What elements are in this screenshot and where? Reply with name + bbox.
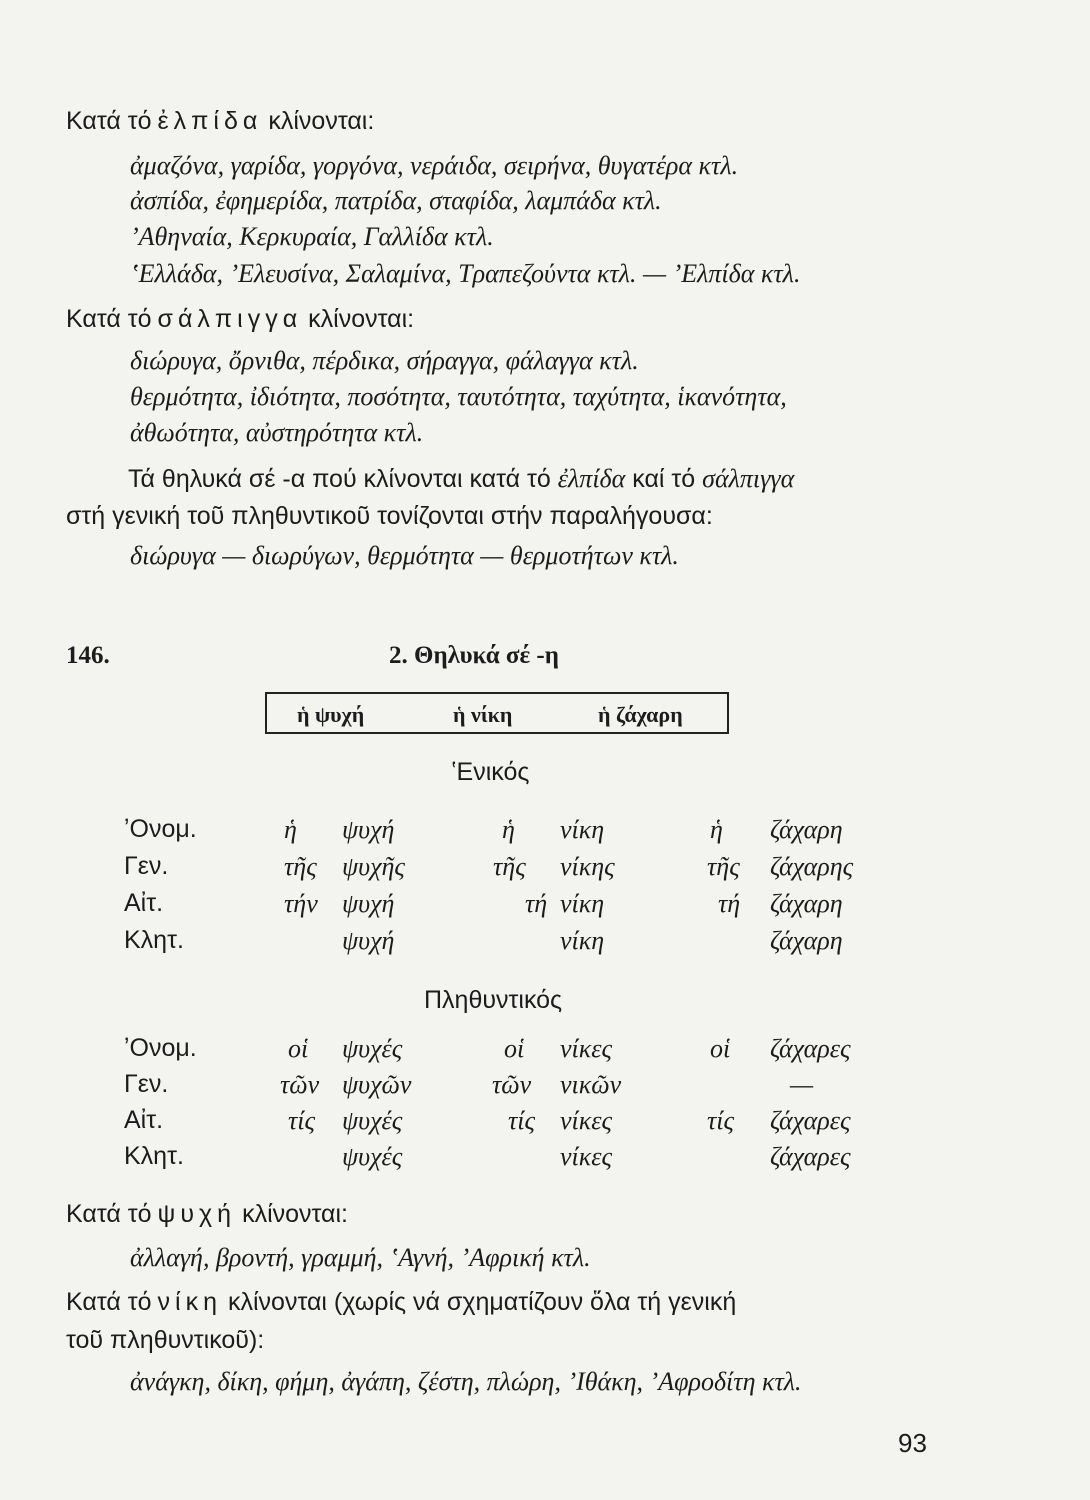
example-line: ʽΕλλάδα, ʼΕλευσίνα, Σαλαμίνα, Τραπεζούντα κτλ. — ʼΕλπίδα κτλ. <box>130 259 801 288</box>
article: οἱ <box>288 1034 309 1063</box>
article: τῆς <box>284 852 317 881</box>
heading-keyword: σάλπιγγα <box>157 305 303 333</box>
section-number: 146. <box>66 642 110 669</box>
noun-form: νίκη <box>560 815 605 844</box>
missing-form-dash: — <box>790 1070 814 1099</box>
box-item: ἡ ζάχαρη <box>598 702 683 727</box>
example-line: θερμότητα, ἰδιότητα, ποσότητα, ταυτότητα, ταχύτητα, ἱκανότητα, <box>130 382 787 411</box>
article: τίς <box>288 1106 316 1135</box>
article: ἡ <box>710 815 723 844</box>
noun-form: νίκης <box>560 852 615 881</box>
rule-text: καί τό <box>632 465 696 493</box>
noun-form: ζάχαρες <box>770 1106 851 1135</box>
noun-form: νίκη <box>560 889 605 918</box>
case-label: ʼΟνομ. <box>124 1034 197 1062</box>
rule-line: στή γενική τοῦ πληθυντικοῦ τονίζονται στήν παραλήγουσα: <box>66 502 713 530</box>
article: τίς <box>707 1106 735 1135</box>
noun-form: ψυχή <box>342 926 395 955</box>
heading-suffix: κλίνονται: <box>308 305 415 333</box>
case-label: ʼΟνομ. <box>124 815 197 843</box>
noun-form: ζάχαρη <box>770 815 843 844</box>
rule-line <box>128 464 794 494</box>
heading-prefix: Κατά τό <box>66 305 152 333</box>
noun-form: ψυχή <box>342 889 395 918</box>
article: ἡ <box>502 815 515 844</box>
example-line: ἀμαζόνα, γαρίδα, γοργόνα, νεράιδα, σειρήνα, θυγατέρα κτλ. <box>130 151 739 180</box>
article: οἱ <box>504 1034 525 1063</box>
heading-prefix: Κατά τό <box>66 1288 152 1316</box>
article: τῆς <box>493 852 526 881</box>
noun-form: ψυχῶν <box>342 1070 412 1099</box>
noun-form: ζάχαρης <box>770 852 854 881</box>
rule-example-line: διώρυγα — διωρύγων, θερμότητα — θερμοτήτων κτλ. <box>130 541 679 570</box>
article: τή <box>525 889 548 918</box>
noun-form: νίκες <box>560 1142 613 1171</box>
heading-suffix: κλίνονται (χωρίς νά σχηματίζουν ὅλα τή γενική <box>228 1288 737 1316</box>
noun-form: ψυχές <box>342 1106 403 1135</box>
heading-prefix: Κατά τό <box>66 107 152 135</box>
rule-text: Τά θηλυκά σέ -α πού κλίνονται κατά τό <box>128 465 551 493</box>
example-line: ἀθωότητα, αὐστηρότητα κτλ. <box>130 418 424 447</box>
heading-keyword: νίκη <box>157 1288 222 1316</box>
example-box <box>265 692 729 734</box>
heading-suffix: κλίνονται: <box>268 107 375 135</box>
article: τῆς <box>707 852 740 881</box>
noun-form: ζάχαρη <box>770 926 843 955</box>
salpinga-heading <box>66 305 414 334</box>
article: τῶν <box>280 1070 320 1099</box>
page-number: 93 <box>898 1428 927 1458</box>
article: τή <box>718 889 741 918</box>
article: τίς <box>508 1106 536 1135</box>
box-item: ἡ ψυχή <box>297 702 365 727</box>
case-label: Αἰτ. <box>124 889 164 917</box>
case-label: Γεν. <box>124 1070 169 1098</box>
box-item: ἡ νίκη <box>453 702 513 727</box>
rule-example: ἐλπίδα <box>557 464 626 493</box>
singular-heading: ʽΕνικός <box>451 758 530 786</box>
psychi-heading <box>66 1200 348 1229</box>
heading-continuation: τοῦ πληθυντικοῦ): <box>66 1326 265 1354</box>
article: τῶν <box>492 1070 532 1099</box>
case-label: Κλητ. <box>124 926 184 954</box>
example-line: ʼΑθηναία, Κερκυραία, Γαλλίδα κτλ. <box>130 222 494 251</box>
noun-form: νίκη <box>560 926 605 955</box>
noun-form: νικῶν <box>560 1070 622 1099</box>
example-line: διώρυγα, ὄρνιθα, πέρδικα, σήραγγα, φάλαγγα κτλ. <box>130 346 639 375</box>
noun-form: ψυχές <box>342 1142 403 1171</box>
noun-form: ζάχαρες <box>770 1142 851 1171</box>
noun-form: ψυχῆς <box>342 852 405 881</box>
case-label: Κλητ. <box>124 1142 184 1170</box>
noun-form: νίκες <box>560 1106 613 1135</box>
plural-heading: Πληθυντικός <box>424 986 563 1014</box>
heading-prefix: Κατά τό <box>66 1200 152 1228</box>
elpida-heading <box>66 107 374 136</box>
noun-form: ζάχαρη <box>770 889 843 918</box>
heading-keyword: ψυχή <box>157 1200 237 1228</box>
rule-example: σάλπιγγα <box>702 464 795 493</box>
heading-keyword: ἐλπίδα <box>157 107 263 135</box>
noun-form: ψυχή <box>342 815 395 844</box>
noun-form: νίκες <box>560 1034 613 1063</box>
case-label: Γεν. <box>124 852 169 880</box>
heading-suffix: κλίνονται: <box>242 1200 348 1228</box>
noun-form: ψυχές <box>342 1034 403 1063</box>
example-line: ἀσπίδα, ἐφημερίδα, πατρίδα, σταφίδα, λαμπάδα κτλ. <box>130 186 662 215</box>
article: ἡ <box>284 815 297 844</box>
article: τήν <box>284 889 318 918</box>
niki-heading <box>66 1288 736 1317</box>
noun-form: ζάχαρες <box>770 1034 851 1063</box>
section-title: 2. Θηλυκά σέ -η <box>389 642 559 669</box>
case-label: Αἰτ. <box>124 1106 164 1134</box>
example-line: ἀλλαγή, βροντή, γραμμή, ʽΑγνή, ʼΑφρική κτλ. <box>130 1243 591 1272</box>
example-line: ἀνάγκη, δίκη, φήμη, ἀγάπη, ζέστη, πλώρη, ʼΙθάκη, ʼΑφροδίτη κτλ. <box>130 1367 802 1396</box>
article: οἱ <box>710 1034 731 1063</box>
